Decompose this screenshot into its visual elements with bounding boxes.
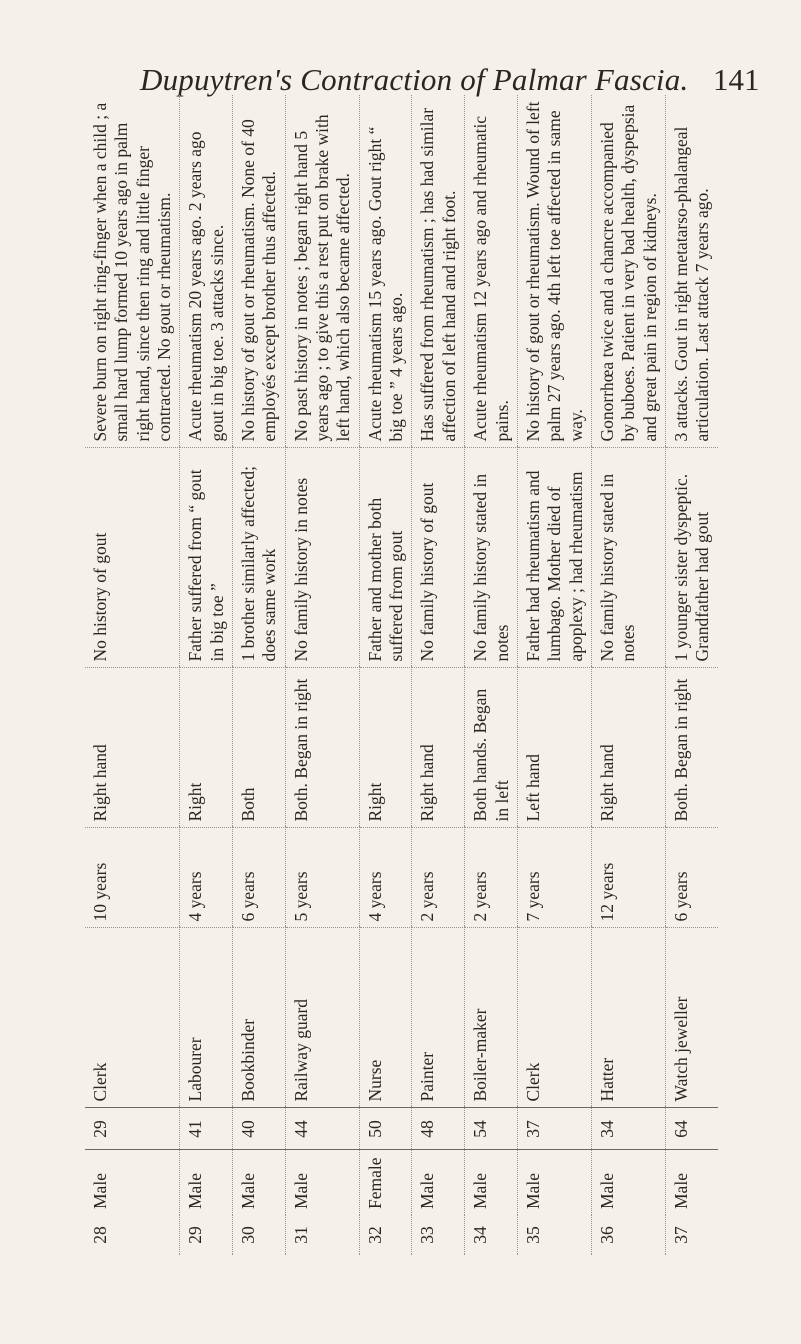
family-history-cell: No family history in notes <box>285 448 359 668</box>
occupation-cell: Painter <box>412 928 465 1108</box>
sex-cell: Female <box>359 1150 412 1215</box>
duration-cell: 4 years <box>180 828 233 928</box>
case-number: 30 <box>233 1215 286 1255</box>
hand-affected-cell: Right <box>180 668 233 828</box>
hand-affected-cell: Right hand <box>591 668 665 828</box>
case-number: 34 <box>465 1215 518 1255</box>
occupation-cell: Clerk <box>517 928 591 1108</box>
family-history-cell: 1 brother similarly affected; does same work <box>233 448 286 668</box>
sex-cell: Male <box>412 1150 465 1215</box>
age-cell: 54 <box>465 1108 518 1150</box>
table-row <box>412 95 465 1255</box>
duration-cell: 2 years <box>412 828 465 928</box>
page-number: 141 <box>713 62 760 97</box>
personal-history-cell: No past history in notes ; began right hand 5 years ago ; to give this a rest put on brake with left hand, which also became affected. <box>285 95 359 448</box>
personal-history-cell: Acute rheumatism 15 years ago. Gout right “ big toe ” 4 years ago. <box>359 95 412 448</box>
occupation-cell: Railway guard <box>285 928 359 1108</box>
personal-history-cell: Gonorrhœa twice and a chancre accompanied by buboes. Patient in very bad health, dyspepsia and great pain in region of kidneys. <box>591 95 665 448</box>
occupation-cell: Nurse <box>359 928 412 1108</box>
age-cell: 48 <box>412 1108 465 1150</box>
age-cell: 41 <box>180 1108 233 1150</box>
family-history-cell: No history of gout <box>85 448 180 668</box>
duration-cell: 4 years <box>359 828 412 928</box>
duration-cell: 12 years <box>591 828 665 928</box>
occupation-cell: Watch jeweller <box>665 928 717 1108</box>
sex-cell: Male <box>591 1150 665 1215</box>
age-cell: 37 <box>517 1108 591 1150</box>
case-number: 29 <box>180 1215 233 1255</box>
hand-affected-cell: Right <box>359 668 412 828</box>
case-number: 37 <box>670 1226 691 1244</box>
age-cell: 29 <box>85 1108 180 1150</box>
occupation-cell: Boiler-maker <box>465 928 518 1108</box>
duration-cell: 5 years <box>285 828 359 928</box>
hand-affected-cell: Both hands. Began in left <box>465 668 518 828</box>
family-history-cell: No family history stated in notes <box>591 448 665 668</box>
table-row <box>233 95 286 1255</box>
sex-cell: Male <box>180 1150 233 1215</box>
hand-affected-cell: Both <box>233 668 286 828</box>
table-row <box>517 95 591 1255</box>
case-table <box>85 95 718 1255</box>
hand-affected-cell: Both. Began in right <box>285 668 359 828</box>
hand-affected-cell: Right hand <box>85 668 180 828</box>
duration-cell: 10 years <box>85 828 180 928</box>
family-history-cell: No family history of gout <box>412 448 465 668</box>
hand-affected-cell: Both. Began in right <box>665 668 717 828</box>
sex-cell: Male <box>285 1150 359 1215</box>
personal-history-cell: 3 attacks. Gout in right metatarso-phalangeal articulation. Last attack 7 years ago. <box>670 126 713 442</box>
age-cell: 50 <box>359 1108 412 1150</box>
running-title: Dupuytren's Contraction of Palmar Fascia. <box>140 62 689 97</box>
personal-history-cell: No history of gout or rheumatism. None of 40 employés except brother thus affected. <box>233 95 286 448</box>
table-row <box>665 95 717 1255</box>
sex-cell: Male <box>233 1150 286 1215</box>
occupation-cell: Bookbinder <box>233 928 286 1108</box>
table-row <box>285 95 359 1255</box>
duration-cell: 6 years <box>233 828 286 928</box>
duration-cell: 6 years <box>665 828 717 928</box>
sex-cell: Male <box>85 1150 180 1215</box>
family-history-cell: Father had rheumatism and lumbago. Mother died of apoplexy ; had rheumatism <box>517 448 591 668</box>
occupation-cell: Hatter <box>591 928 665 1108</box>
case-number: 35 <box>517 1215 591 1255</box>
family-history-cell: Father and mother both suffered from gout <box>359 448 412 668</box>
case-number: 28 <box>85 1215 180 1255</box>
occupation-cell: Labourer <box>180 928 233 1108</box>
rotated-table-wrapper <box>85 95 791 1255</box>
sex-cell: Male <box>517 1150 591 1215</box>
personal-history-cell: Acute rheumatism 20 years ago. 2 years ago gout in big toe. 3 attacks since. <box>180 95 233 448</box>
duration-cell: 7 years <box>517 828 591 928</box>
personal-history-cell: Acute rheumatism 12 years ago and rheumatic pains. <box>465 95 518 448</box>
duration-cell: 2 years <box>465 828 518 928</box>
age-cell: 64 <box>665 1108 717 1150</box>
family-history-cell: Father suffered from “ gout in big toe ” <box>180 448 233 668</box>
case-rows <box>85 95 718 1255</box>
personal-history-cell: Severe burn on right ring-finger when a child ; a small hard lump formed 10 years ago in palm right hand, since then ring and little finger contracted. No gout or rheumatism. <box>85 95 180 448</box>
table-row <box>465 95 518 1255</box>
case-number: 33 <box>412 1215 465 1255</box>
personal-history-cell: No history of gout or rheumatism. Wound of left palm 27 years ago. 4th left toe affected in same way. <box>517 95 591 448</box>
occupation-cell: Clerk <box>85 928 180 1108</box>
case-number: 32 <box>359 1215 412 1255</box>
case-number: 31 <box>285 1215 359 1255</box>
age-cell: 34 <box>591 1108 665 1150</box>
sex-cell: Male <box>465 1150 518 1215</box>
table-row <box>591 95 665 1255</box>
family-history-cell: No family history stated in notes <box>465 448 518 668</box>
sex-cell: Male <box>665 1150 717 1215</box>
family-history-cell: 1 younger sister dyspeptic. Grandfather had gout <box>665 448 717 668</box>
age-cell: 40 <box>233 1108 286 1150</box>
case-number: 36 <box>591 1215 665 1255</box>
personal-history-cell: Has suffered from rheumatism ; has had similar affection of left hand and right foot. <box>412 95 465 448</box>
hand-affected-cell: Left hand <box>517 668 591 828</box>
table-row <box>85 95 180 1255</box>
age-cell: 44 <box>285 1108 359 1150</box>
table-row <box>359 95 412 1255</box>
table-row <box>180 95 233 1255</box>
hand-affected-cell: Right hand <box>412 668 465 828</box>
